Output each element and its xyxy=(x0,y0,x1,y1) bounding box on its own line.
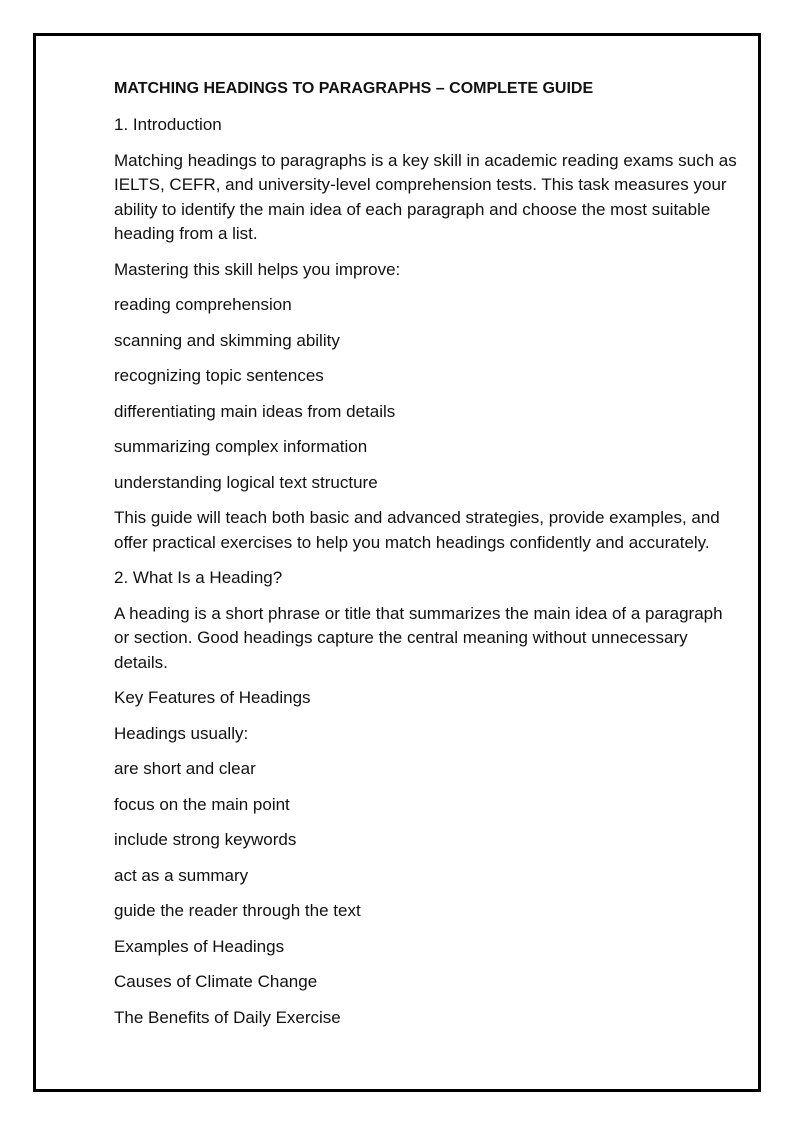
list-item: The Benefits of Daily Exercise xyxy=(114,1007,341,1027)
list-item: guide the reader through the text xyxy=(114,901,361,920)
paragraph-intro: Matching headings to paragraphs is a key skill in academic reading exams such as IELTS, CEFR, and university-level comprehension tests. This task measures your ability to identify the main idea of each paragraph and choose the most suitable heading from a list. xyxy=(114,150,737,243)
list-item: act as a summary xyxy=(114,865,249,885)
list-item: Causes of Climate Change xyxy=(114,972,318,991)
list-item: summarizing complex information xyxy=(114,437,368,456)
list-item: include strong keywords xyxy=(114,830,297,849)
paragraph-lead-in: Mastering this skill helps you improve: xyxy=(114,259,401,279)
section-heading-introduction: 1. Introduction xyxy=(114,115,222,134)
section-heading-what-is-heading: 2. What Is a Heading? xyxy=(114,568,283,587)
paragraph-guide-summary: This guide will teach both basic and advanced strategies, provide examples, and offer practical exercises to help you match headings confidently and accurately. xyxy=(114,508,720,552)
list-item: recognizing topic sentences xyxy=(114,366,324,385)
list-item: differentiating main ideas from details xyxy=(114,401,396,421)
document-body xyxy=(114,78,739,1041)
subheading-examples: Examples of Headings xyxy=(114,936,285,956)
list-item: scanning and skimming ability xyxy=(114,330,340,350)
subheading-key-features: Key Features of Headings xyxy=(114,688,311,707)
paragraph-lead-in: Headings usually: xyxy=(114,723,249,743)
document-title: MATCHING HEADINGS TO PARAGRAPHS – COMPLETE GUIDE xyxy=(114,80,594,97)
list-item: reading comprehension xyxy=(114,295,292,314)
list-item: understanding logical text structure xyxy=(114,472,378,492)
paragraph-heading-definition: A heading is a short phrase or title that summarizes the main idea of a paragraph or section. Good headings capture the central meaning without unnecessary details. xyxy=(114,603,723,672)
list-item: are short and clear xyxy=(114,759,256,778)
list-item: focus on the main point xyxy=(114,794,290,814)
